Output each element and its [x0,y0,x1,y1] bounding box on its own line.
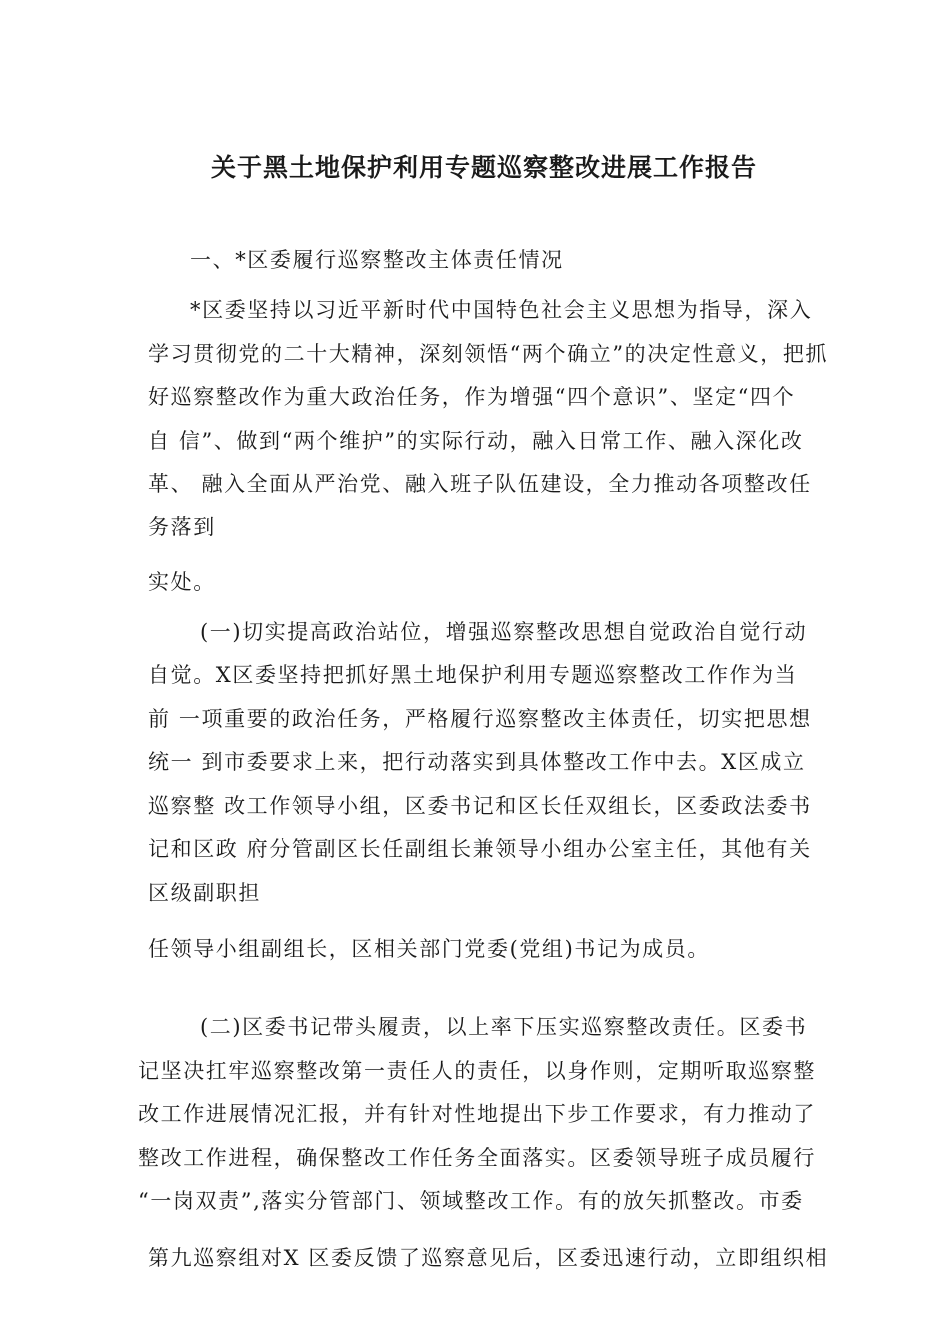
paragraph-line: (二)区委书记带头履责，以上率下压实巡察整改责任。区委书 [200,1015,808,1039]
paragraph-line: (一)切实提高政治站位，增强巡察整改思想自觉政治自觉行动 [200,620,808,644]
paragraph-line: *区委坚持以习近平新时代中国特色社会主义思想为指导，深入 [190,298,813,322]
paragraph-line: 记和区政 府分管副区长任副组长兼领导小组办公室主任，其他有关 [148,837,812,861]
paragraph-line: 第九巡察组对X 区委反馈了巡察意见后，区委迅速行动，立即组织相 [148,1246,829,1270]
paragraph-line: 统一 到市委要求上来，把行动落实到具体整改工作中去。X区成立 [148,750,806,774]
paragraph-line: 整改工作进程，确保整改工作任务全面落实。区委领导班子成员履行 [138,1146,816,1170]
paragraph-line: 务落到 [148,515,216,539]
paragraph-line: 记坚决扛牢巡察整改第一责任人的责任，以身作则，定期听取巡察整 [138,1059,816,1083]
paragraph-line: 革、 融入全面从严治党、融入班子队伍建设，全力推动各项整改任 [148,472,812,496]
paragraph-line: 区级副职担 [148,881,261,905]
paragraph-line: 实处。 [148,570,216,594]
paragraph-line: 好巡察整改作为重大政治任务，作为增强“四个意识”、坚定“四个 [148,385,796,409]
document-title: 关于黑土地保护利用专题巡察整改进展工作报告 [210,153,757,182]
paragraph-line: 自觉。X区委坚持把抓好黑土地保护利用专题巡察整改工作作为当 [148,663,798,687]
paragraph-line: “一岗双责”,落实分管部门、领域整改工作。有的放矢抓整改。市委 [138,1189,804,1213]
paragraph-line: 学习贯彻党的二十大精神，深刻领悟“两个确立”的决定性意义，把抓 [148,342,829,366]
paragraph-line: 改工作进展情况汇报，并有针对性地提出下步工作要求，有力推动了 [138,1102,816,1126]
section-heading: 一、*区委履行巡察整改主体责任情况 [190,248,564,272]
paragraph-line: 自 信”、做到“两个维护”的实际行动，融入日常工作、融入深化改 [148,429,804,453]
paragraph-line: 巡察整 改工作领导小组，区委书记和区长任双组长，区委政法委书 [148,794,812,818]
paragraph-line: 前 一项重要的政治任务，严格履行巡察整改主体责任，切实把思想 [148,707,812,731]
paragraph-line: 任领导小组副组长，区相关部门党委(党组)书记为成员。 [148,937,710,961]
